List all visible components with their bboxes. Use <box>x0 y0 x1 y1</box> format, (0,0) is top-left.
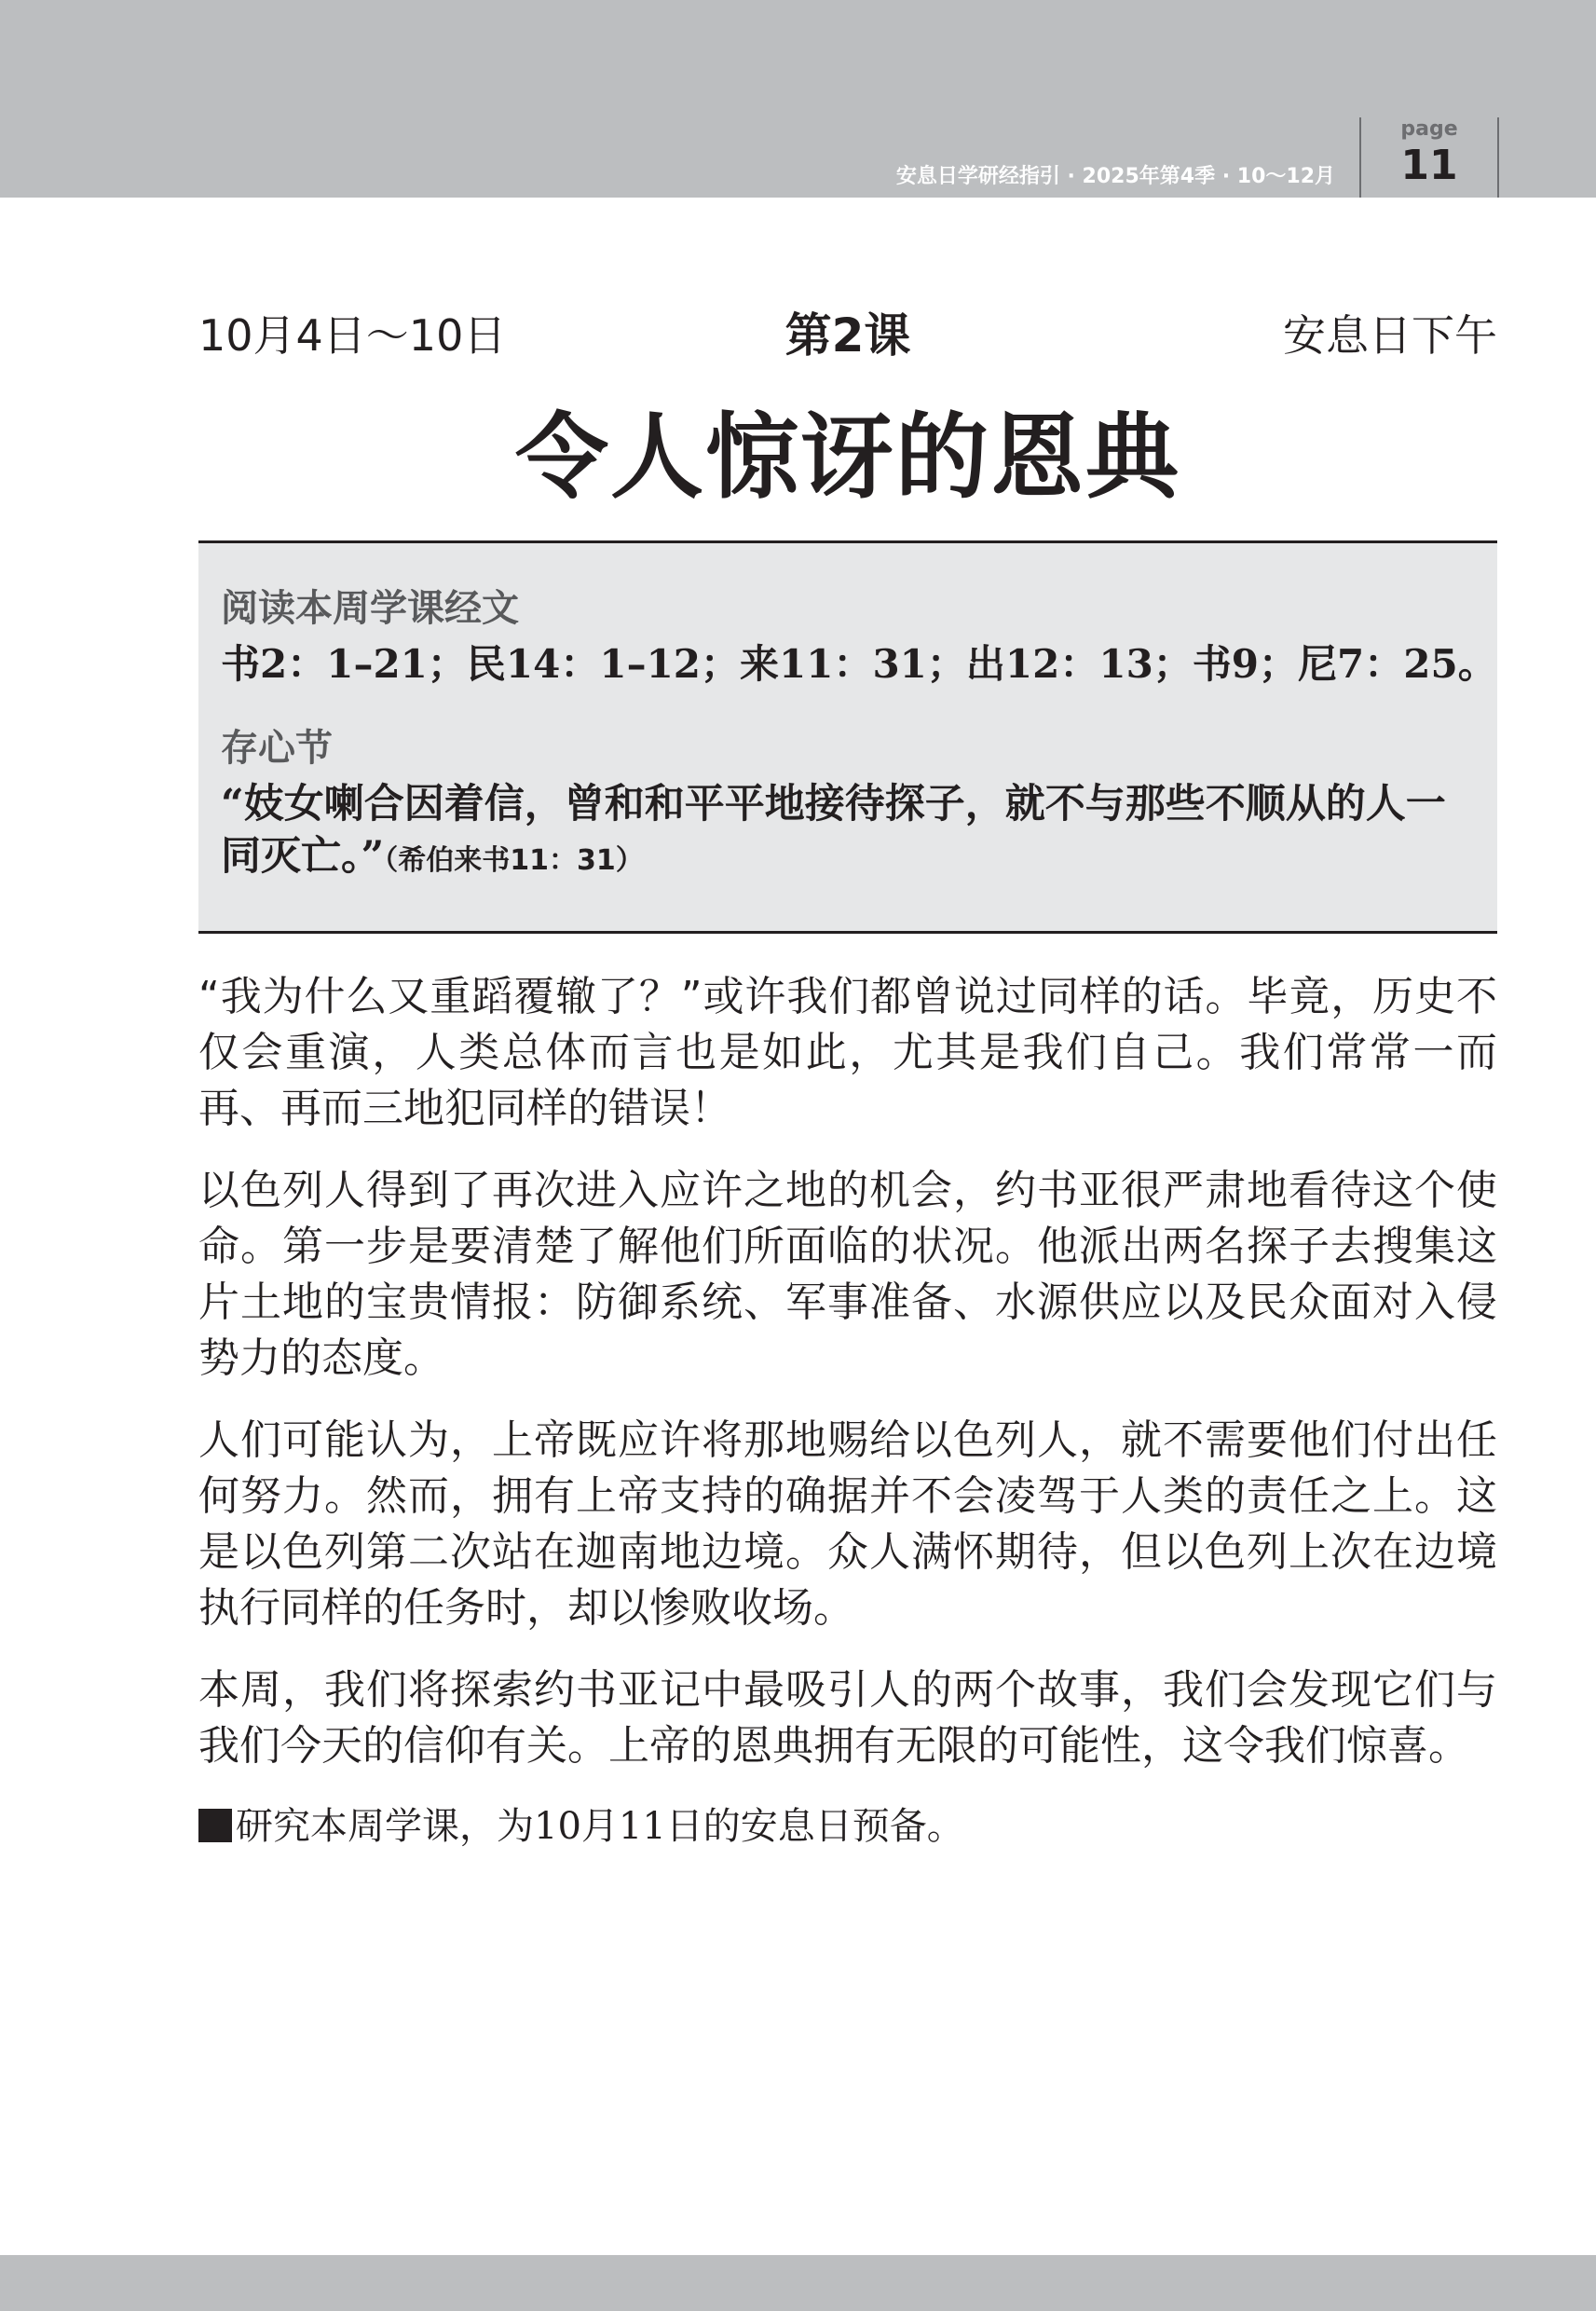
paragraph: 本周，我们将探索约书亚记中最吸引人的两个故事，我们会发现它们与我们今天的信仰有关。上帝的恩典拥有无限的可能性，这令我们惊喜。 <box>198 1666 1497 1770</box>
lesson-body <box>198 969 1497 1853</box>
header-band <box>0 0 1596 198</box>
paragraph: “我为什么又重蹈覆辙了？”或许我们都曾说过同样的话。毕竟，历史不仅会重演，人类总体而言也是如此，尤其是我们自己。我们常常一而再、再而三地犯同样的错误！ <box>198 973 1497 1132</box>
lesson-title: 令人惊讶的恩典 <box>515 402 1180 512</box>
paragraph: 人们可能认为，上帝既应许将那地赐给以色列人，就不需要他们付出任何努力。然而，拥有上帝支持的确据并不会凌驾于人类的责任之上。这是以色列第二次站在迦南地边境。众人满怀期待，但以色列上次在边境执行同样的任务时，却以惨败收场。 <box>198 1416 1497 1632</box>
page-number-box <box>1359 117 1499 198</box>
scripture-box <box>198 540 1497 934</box>
memory-text-label: 存心节 <box>221 727 333 770</box>
running-head: 安息日学研经指引 · 2025年第4季 · 10～12月 <box>895 165 1335 188</box>
lesson-header <box>198 308 1497 363</box>
page-number: 11 <box>1400 142 1458 189</box>
lesson-day: 安息日下午 <box>1283 310 1497 361</box>
paragraph: 以色列人得到了再次进入应许之地的机会，约书亚很严肃地看待这个使命。第一步是要清楚了解他们所面临的状况。他派出两名探子去搜集这片土地的宝贵情报：防御系统、军事准备、水源供应以及民众面对入侵势力的态度。 <box>198 1167 1497 1382</box>
square-bullet-icon <box>198 1809 232 1842</box>
reading-label: 阅读本周学课经文 <box>221 587 519 630</box>
page-label: page <box>1400 117 1458 141</box>
memory-verse-citation: （希伯来书11：31） <box>384 844 644 877</box>
reading-references: 书2：1–21；民14：1–12；来11：31；出12：13；书9；尼7：25。 <box>221 641 1497 687</box>
memory-verse-text: “妓女喇合因着信，曾和和平平地接待探子，就不与那些不顺从的人一同灭亡。” <box>221 781 1446 880</box>
lesson-number: 第2课 <box>784 308 911 362</box>
closing-note <box>198 1800 1497 1853</box>
memory-verse <box>221 778 1475 887</box>
closing-note-text: 研究本周学课，为10月11日的安息日预备。 <box>236 1805 964 1848</box>
footer-band <box>0 2255 1596 2311</box>
lesson-dates: 10月4日～10日 <box>198 310 507 361</box>
